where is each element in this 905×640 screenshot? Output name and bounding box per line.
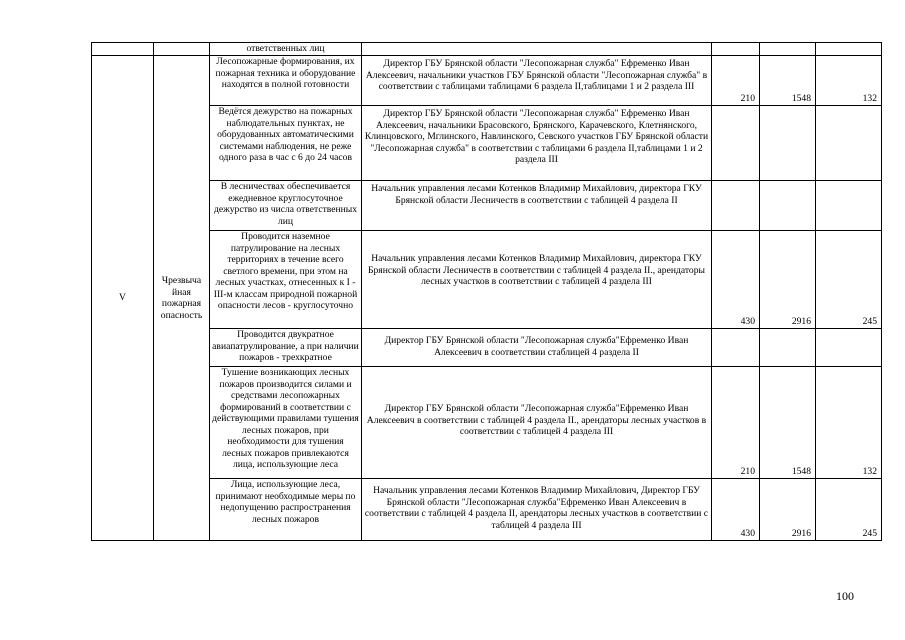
value-cell: 132 bbox=[816, 367, 882, 479]
danger-regime-cell: Чрезвыча йная пожарная опасность bbox=[154, 56, 210, 541]
responsible-cell bbox=[362, 43, 712, 56]
table-row bbox=[92, 329, 882, 367]
table-row bbox=[92, 231, 882, 329]
value-cell bbox=[760, 43, 816, 56]
table-row bbox=[92, 479, 882, 541]
danger-level-cell: V bbox=[92, 56, 154, 541]
value-cell bbox=[760, 329, 816, 367]
value-cell: 245 bbox=[816, 231, 882, 329]
fire-danger-measures-table bbox=[91, 42, 882, 541]
value-cell: 210 bbox=[712, 56, 760, 106]
responsible-cell: Директор ГБУ Брянской области "Лесопожарная служба"Ефременко Иван Алексеевич в соответствии стаблицей 4 раздела II bbox=[362, 329, 712, 367]
measure-cell: В лесничествах обеспечивается ежедневное круглосуточное дежурство из числа ответственных лиц bbox=[210, 181, 362, 231]
page-number: 100 bbox=[836, 589, 854, 603]
cell-level-empty bbox=[92, 43, 154, 56]
table-row bbox=[92, 56, 882, 106]
table-row bbox=[92, 181, 882, 231]
measure-cell: ответственных лиц bbox=[210, 43, 362, 56]
value-cell bbox=[816, 329, 882, 367]
responsible-cell: Начальник управления лесами Котенков Владимир Михайлович, директора ГКУ Брянской области Лесничеств в соответствии с таблицей 4 раздела II bbox=[362, 181, 712, 231]
value-cell: 430 bbox=[712, 479, 760, 541]
table-row-continuation bbox=[92, 43, 882, 56]
table-row bbox=[92, 106, 882, 181]
measure-cell: Ведётся дежурство на пожарных наблюдательных пунктах, не оборудованных автоматическими системами наблюдения, не реже одного раза в час с 6 до 24 часов bbox=[210, 106, 362, 181]
cell-regime-empty bbox=[154, 43, 210, 56]
measure-cell: Проводится двукратное авиапатрулирование, а при наличии пожаров - трехкратное bbox=[210, 329, 362, 367]
value-cell bbox=[712, 106, 760, 181]
measure-cell: Тушение возникающих лесных пожаров производится силами и средствами лесопожарных формирований в соответствии с действующими правилами тушения лесных пожаров, при необходимости для тушения лесных пожаров привлекаются лица, использующие леса bbox=[210, 367, 362, 479]
value-cell: 132 bbox=[816, 56, 882, 106]
measure-cell: Проводится наземное патрулирование на лесных территориях в течение всего светлого времени, при этом на лесных участках, отнесенных к I - III-м классам природной пожарной опасности лесов - круглосуточно bbox=[210, 231, 362, 329]
value-cell bbox=[760, 106, 816, 181]
value-cell: 245 bbox=[816, 479, 882, 541]
responsible-cell: Начальник управления лесами Котенков Владимир Михайлович, директора ГКУ Брянской области Лесничеств в соответствии с таблицей 4 раздела II., арендаторы лесных участков в соответствии с таблицей 4 раздела III bbox=[362, 231, 712, 329]
value-cell: 430 bbox=[712, 231, 760, 329]
measure-cell: Лесопожарные формирования, их пожарная техника и оборудование находятся в полной готовности bbox=[210, 56, 362, 106]
value-cell bbox=[712, 329, 760, 367]
value-cell bbox=[816, 106, 882, 181]
value-cell: 1548 bbox=[760, 56, 816, 106]
value-cell bbox=[760, 181, 816, 231]
value-cell: 2916 bbox=[760, 231, 816, 329]
measure-cell: Лица, использующие леса, принимают необходимые меры по недопущению распространения лесных пожаров bbox=[210, 479, 362, 541]
table-row bbox=[92, 367, 882, 479]
value-cell bbox=[712, 43, 760, 56]
value-cell bbox=[712, 181, 760, 231]
value-cell bbox=[816, 43, 882, 56]
value-cell bbox=[816, 181, 882, 231]
responsible-cell: Директор ГБУ Брянской области "Лесопожарная служба" Ефременко Иван Алексеевич, начальники участков ГБУ Брянской области "Лесопожарная служба" в соответствии с таблицами таблицами 6 раздела II,таблицами 1 и 2 раздела III bbox=[362, 56, 712, 106]
value-cell: 1548 bbox=[760, 367, 816, 479]
responsible-cell: Директор ГБУ Брянской области "Лесопожарная служба" Ефременко Иван Алексеевич, начальники Брасовского, Брянского, Карачевского, Клетнянского, Клинцовского, Мглинского, Навлинского, Севского участков ГБУ Брянской области "Лесопожарная служба" в соответствии с таблицами 6 раздела II,таблицами 1 и 2 раздела III bbox=[362, 106, 712, 181]
responsible-cell: Начальник управления лесами Котенков Владимир Михайлович, Директор ГБУ Брянской области "Лесопожарная служба"Ефременко Иван Алексеевич в соответствии с таблицей 4 раздела II, арендаторы лесных участков в соответствии с таблицей 4 раздела III bbox=[362, 479, 712, 541]
responsible-cell: Директор ГБУ Брянской области "Лесопожарная служба"Ефременко Иван Алексеевич в соответствии с таблицей 4 раздела II., арендаторы лесных участков в соответствии с таблицей 4 раздела III bbox=[362, 367, 712, 479]
value-cell: 2916 bbox=[760, 479, 816, 541]
value-cell: 210 bbox=[712, 367, 760, 479]
